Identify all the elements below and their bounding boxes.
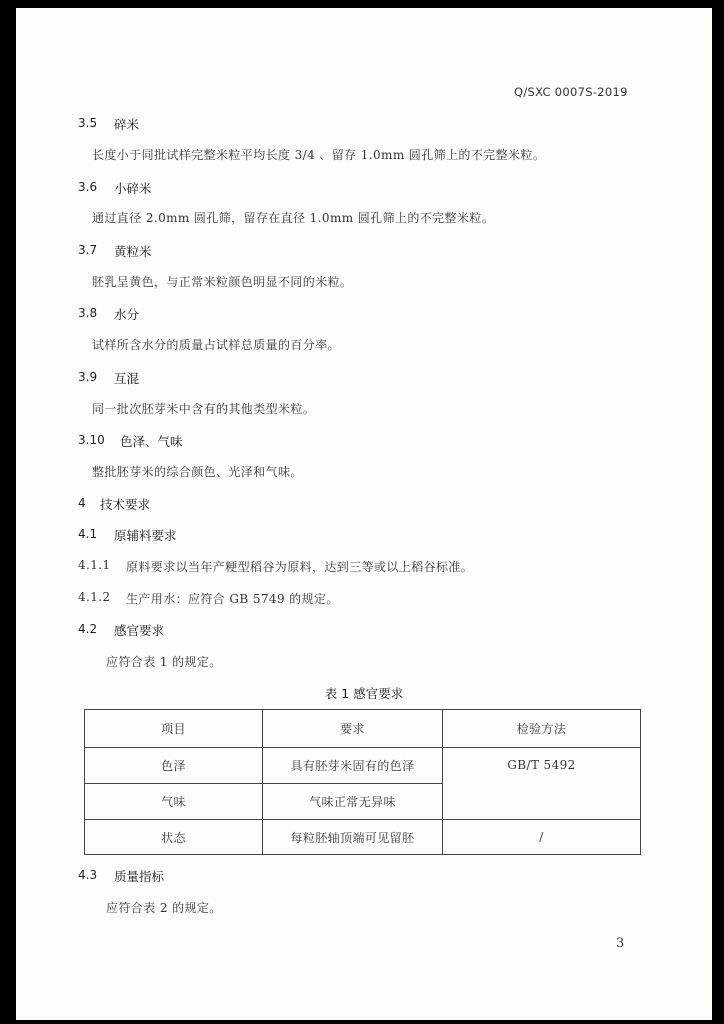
section-text: 应符合表 1 的规定。: [106, 655, 222, 669]
page-number: 3: [616, 936, 625, 951]
clause-number: 4.1.2: [78, 590, 111, 604]
document-page: [16, 8, 712, 1020]
document-code: Q/SXC 0007S-2019: [514, 85, 628, 99]
table-row: [85, 748, 641, 784]
table-caption: 表 1 感官要求: [324, 686, 404, 701]
cell-requirement: 每粒胚轴顶端可见留胚: [263, 820, 443, 855]
header-method: 检验方法: [443, 710, 641, 748]
section-text: 整批胚芽米的综合颜色、光泽和气味。: [92, 465, 303, 479]
section-text: 应符合表 2 的规定。: [106, 901, 222, 915]
section-title: 色泽、气味: [120, 434, 183, 449]
section-title: 感官要求: [114, 623, 165, 638]
section-number: 3.7: [78, 243, 98, 257]
section-number: 3.10: [78, 433, 105, 447]
section-title: 原辅料要求: [114, 528, 177, 543]
section-title: 技术要求: [100, 497, 151, 512]
section-number: 3.6: [78, 180, 98, 194]
section-number: 4.2: [78, 622, 98, 636]
header-requirement: 要求: [263, 710, 443, 748]
section-number: 4.3: [78, 868, 98, 882]
section-number: 4.1: [78, 527, 98, 541]
section-title: 质量指标: [114, 869, 165, 884]
section-number: 4: [78, 496, 86, 510]
section-number: 3.8: [78, 306, 98, 320]
clause-text: 生产用水：应符合 GB 5749 的规定。: [126, 592, 339, 606]
section-text: 通过直径 2.0mm 圆孔筛，留存在直径 1.0mm 圆孔筛上的不完整米粒。: [92, 211, 495, 225]
sensory-requirements-table: [84, 709, 641, 855]
section-text: 同一批次胚芽米中含有的其他类型米粒。: [92, 402, 316, 416]
cell-item: 气味: [85, 784, 263, 820]
table-row: [85, 820, 641, 855]
section-text: 胚乳呈黄色，与正常米粒颜色明显不同的米粒。: [92, 275, 353, 289]
clause-number: 4.1.1: [78, 558, 111, 572]
section-title: 小碎米: [114, 181, 152, 196]
table-header-row: [85, 710, 641, 748]
section-text: 长度小于同批试样完整米粒平均长度 3/4 、留存 1.0mm 圆孔筛上的不完整米粒。: [92, 148, 546, 162]
clause-text: 原料要求以当年产粳型稻谷为原料，达到三等或以上稻谷标准。: [126, 560, 474, 574]
section-number: 3.9: [78, 370, 98, 384]
header-item: 项目: [85, 710, 263, 748]
cell-item: 状态: [85, 820, 263, 855]
section-number: 3.5: [78, 116, 98, 130]
cell-method: /: [443, 820, 641, 855]
cell-requirement: 具有胚芽米固有的色泽: [263, 748, 443, 784]
cell-item: 色泽: [85, 748, 263, 784]
cell-requirement: 气味正常无异味: [263, 784, 443, 820]
section-title: 水分: [114, 307, 140, 322]
cell-method: GB/T 5492: [443, 748, 641, 820]
section-title: 碎米: [114, 117, 140, 132]
section-title: 互混: [114, 371, 140, 386]
section-text: 试样所含水分的质量占试样总质量的百分率。: [92, 338, 341, 352]
section-title: 黄粒米: [114, 244, 152, 259]
